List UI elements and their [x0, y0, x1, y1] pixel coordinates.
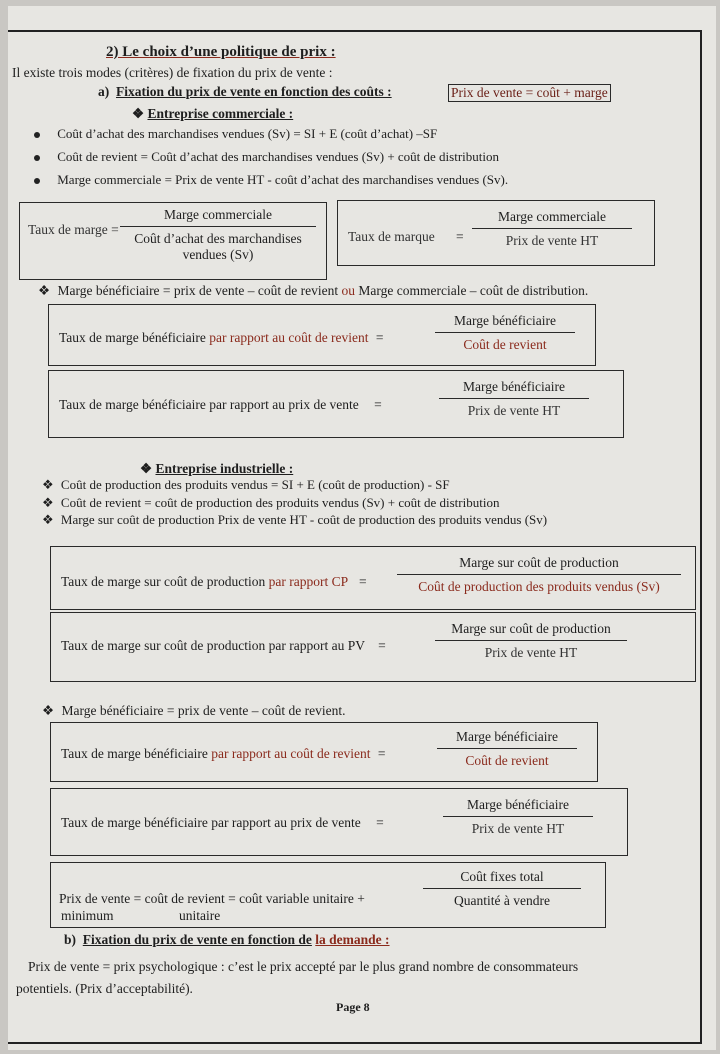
marge-beneficiaire-definition-ind: ❖ Marge bénéficiaire = prix de vente – coût de revient. — [42, 703, 346, 718]
list-item: ❖ Coût de revient = coût de production des produits vendus (Sv) + coût de distribution — [42, 495, 500, 510]
diamond-icon: ❖ — [140, 461, 153, 476]
formula-label: Prix de vente = coût de revient = coût variable unitaire + — [59, 891, 365, 906]
list-item: Marge commerciale = Prix de vente HT - coût d’achat des marchandises vendues (Sv). — [34, 172, 508, 188]
unitaire-label: unitaire — [179, 908, 221, 923]
marge-beneficiaire-definition: ❖ Marge bénéficiaire = prix de vente – coût de revient ou Marge commerciale – coût de distribution. — [38, 283, 589, 298]
list-item: ❖ Coût de production des produits vendus = SI + E (coût de production) - SF — [42, 477, 450, 492]
taux-marque-label: Taux de marque — [348, 229, 435, 244]
diamond-icon: ❖ — [38, 283, 51, 298]
diamond-icon: ❖ — [42, 495, 54, 510]
diamond-icon: ❖ — [132, 106, 145, 121]
formula-label: Taux de marge sur coût de production par rapport CP = — [61, 574, 367, 589]
minimum-label: minimum — [61, 908, 114, 923]
bullet-icon — [34, 178, 40, 184]
commerciale-heading: ❖ Entreprise commerciale : — [132, 106, 294, 121]
formula-fraction: Marge bénéficiaire Coût de revient — [437, 729, 577, 769]
list-item: Coût d’achat des marchandises vendues (Sv) = SI + E (coût d’achat) –SF — [34, 126, 437, 142]
page-number: Page 8 — [336, 1000, 370, 1014]
list-item: Coût de revient = Coût d’achat des marchandises vendues (Sv) + coût de distribution — [34, 149, 499, 165]
formula-label: Taux de marge bénéficiaire par rapport au coût de revient = — [59, 330, 384, 345]
formula-fraction: Marge bénéficiaire Prix de vente HT — [439, 379, 589, 419]
equals-sign: = — [456, 229, 464, 244]
diamond-icon: ❖ — [42, 477, 54, 492]
taux-marge-benef-cr-box-ind — [50, 722, 598, 782]
taux-marge-fraction: Marge commerciale Coût d’achat des marchandises vendues (Sv) — [120, 207, 316, 263]
taux-marge-box — [19, 202, 327, 280]
prix-vente-minimum-box — [50, 862, 606, 928]
taux-marque-box — [337, 200, 655, 266]
prix-vente-formula-box: Prix de vente = coût + marge — [448, 84, 611, 102]
taux-marge-benef-pv-box-ind — [50, 788, 628, 856]
taux-marque-fraction: Marge commerciale Prix de vente HT — [472, 209, 632, 249]
taux-marge-benef-cr-box — [48, 304, 596, 366]
formula-label: Taux de marge bénéficiaire par rapport au prix de vente = — [59, 397, 382, 412]
formula-fraction: Marge sur coût de production Coût de production des produits vendus (Sv) — [397, 555, 681, 595]
part-b-text-line2: potentiels. (Prix d’acceptabilité). — [16, 981, 193, 996]
formula-label: Taux de marge bénéficiaire par rapport au coût de revient = — [61, 746, 386, 761]
diamond-icon: ❖ — [42, 512, 54, 527]
diamond-icon: ❖ — [42, 703, 55, 718]
formula-label: Taux de marge sur coût de production par rapport au PV = — [61, 638, 386, 653]
taux-marge-cp-box — [50, 546, 696, 610]
taux-marge-label: Taux de marge = — [28, 222, 119, 237]
formula-fraction: Marge sur coût de production Prix de vente HT — [435, 621, 627, 661]
part-b-heading: b) Fixation du prix de vente en fonction de la demande : — [64, 932, 390, 947]
document-page — [8, 6, 716, 1050]
formula-fraction: Coût fixes total Quantité à vendre — [423, 869, 581, 909]
intro-text: Il existe trois modes (critères) de fixation du prix de vente : — [12, 65, 333, 80]
formula-label: Taux de marge bénéficiaire par rapport au prix de vente = — [61, 815, 384, 830]
part-a-heading: a) Fixation du prix de vente en fonction des coûts : — [98, 84, 392, 99]
part-b-text-line1: Prix de vente = prix psychologique : c’est le prix accepté par le plus grand nombre de consommateurs — [28, 959, 579, 974]
section-title: 2) Le choix d’une politique de prix : — [106, 44, 336, 60]
formula-fraction: Marge bénéficiaire Coût de revient — [435, 313, 575, 353]
taux-marge-pv-box — [50, 612, 696, 682]
industrielle-heading: ❖ Entreprise industrielle : — [140, 461, 294, 476]
bullet-icon — [34, 155, 40, 161]
list-item: ❖ Marge sur coût de production Prix de vente HT - coût de production des produits vendus (Sv) — [42, 512, 548, 527]
bullet-icon — [34, 132, 40, 138]
taux-marge-benef-pv-box — [48, 370, 624, 438]
formula-fraction: Marge bénéficiaire Prix de vente HT — [443, 797, 593, 837]
